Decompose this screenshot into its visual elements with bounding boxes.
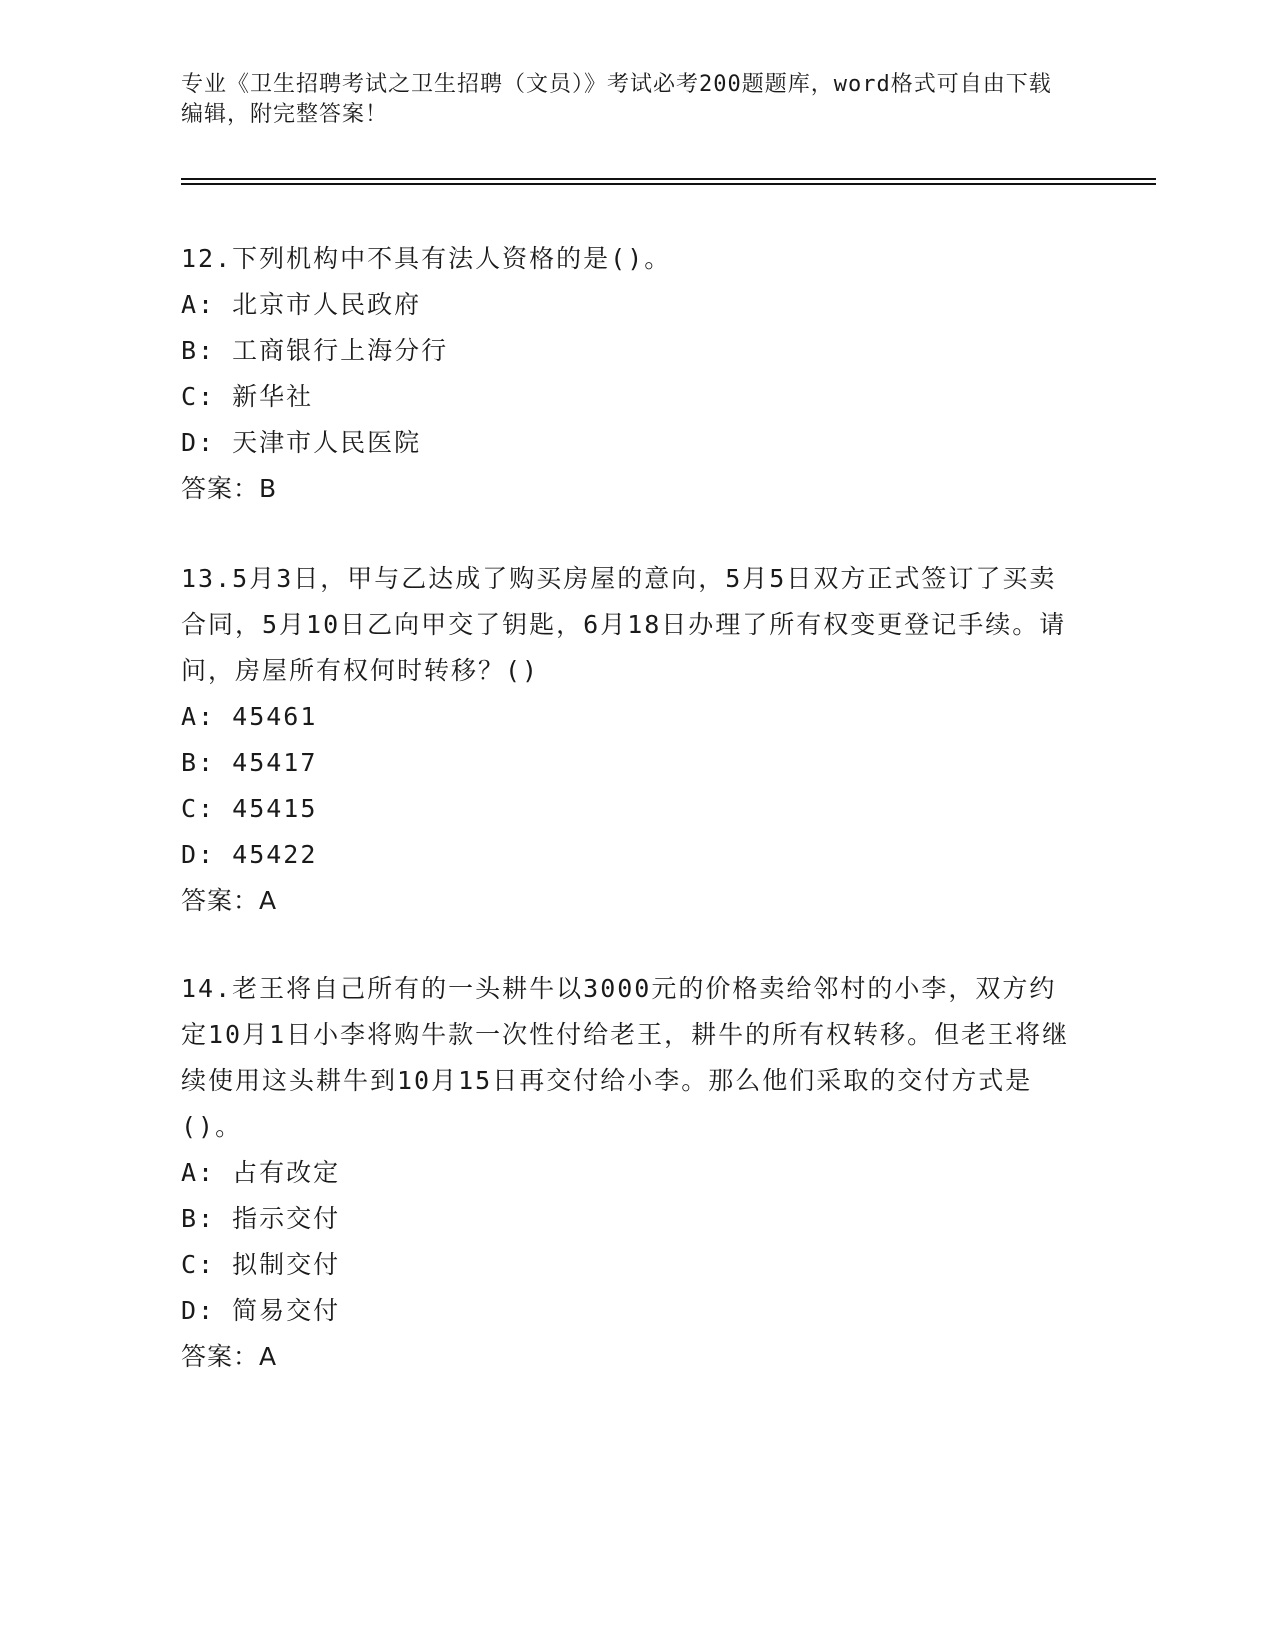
option-d: D: 45422 <box>181 840 318 869</box>
option-a: A: 占有改定 <box>181 1158 341 1187</box>
answer: 答案：B <box>181 474 278 503</box>
header-divider-bottom <box>181 183 1156 185</box>
question-stem: 13.5月3日，甲与乙达成了购买房屋的意向，5月5日双方正式签订了买卖合同，5月10日乙向甲交了钥匙，6月18日办理了所有权变更登记手续。请问，房屋所有权何时转移？() <box>181 564 1067 685</box>
question-12 <box>181 236 1081 512</box>
option-c: C: 45415 <box>181 794 318 823</box>
question-13 <box>181 556 1081 924</box>
question-14 <box>181 966 1081 1380</box>
answer: 答案：A <box>181 886 278 915</box>
option-b: B: 指示交付 <box>181 1204 341 1233</box>
option-c: C: 拟制交付 <box>181 1250 341 1279</box>
option-a: A: 45461 <box>181 702 318 731</box>
question-stem: 12.下列机构中不具有法人资格的是()。 <box>181 244 672 273</box>
option-d: D: 天津市人民医院 <box>181 428 422 457</box>
question-stem: 14.老王将自己所有的一头耕牛以3000元的价格卖给邻村的小李，双方约定10月1日小李将购牛款一次性付给老王，耕牛的所有权转移。但老王将继续使用这头耕牛到10月15日再交付给小李。那么他们采取的交付方式是()。 <box>181 974 1070 1141</box>
option-c: C: 新华社 <box>181 382 314 411</box>
header-divider-top <box>181 178 1156 180</box>
answer: 答案：A <box>181 1342 278 1371</box>
option-a: A: 北京市人民政府 <box>181 290 422 319</box>
option-b: B: 工商银行上海分行 <box>181 336 449 365</box>
option-b: B: 45417 <box>181 748 318 777</box>
document-header: 专业《卫生招聘考试之卫生招聘（文员）》考试必考200题题库，word格式可自由下载编辑，附完整答案！ <box>181 72 1052 127</box>
option-d: D: 简易交付 <box>181 1296 341 1325</box>
